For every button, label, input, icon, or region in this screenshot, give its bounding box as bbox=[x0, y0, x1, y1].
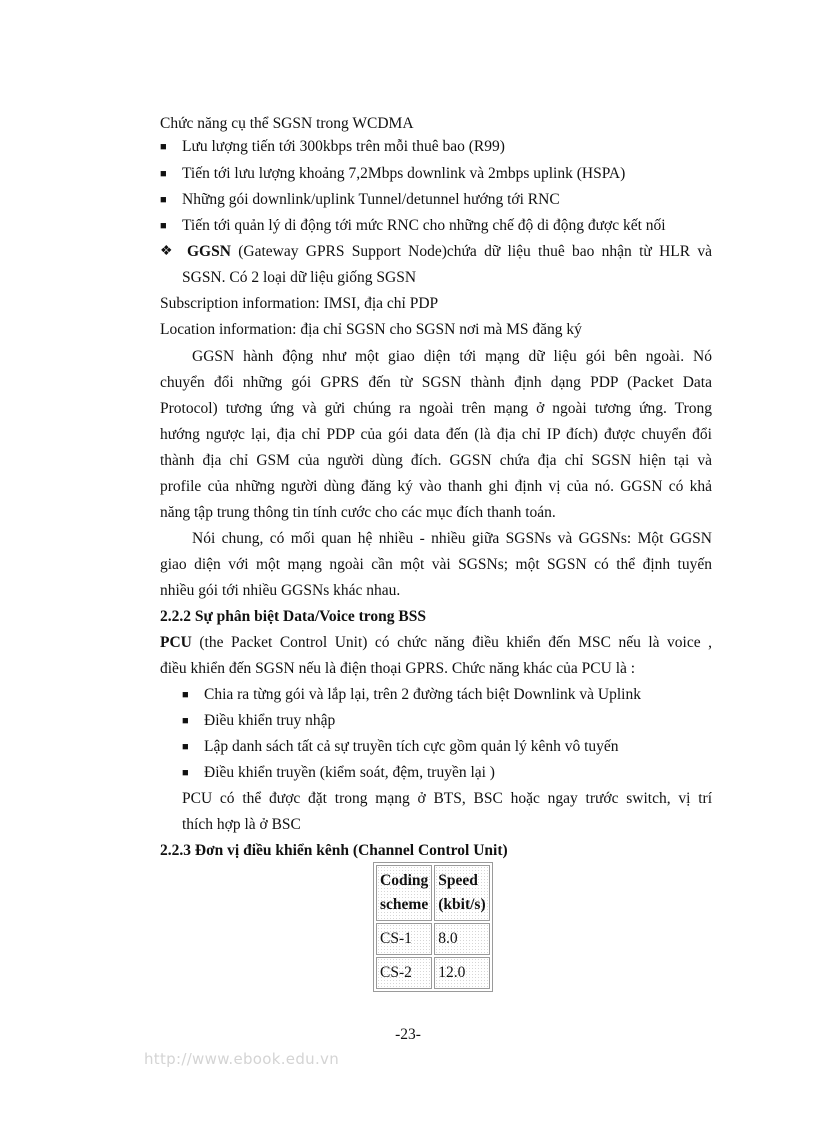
square-bullet-icon: ■ bbox=[182, 767, 189, 779]
header-text: Speed bbox=[438, 872, 478, 889]
square-bullet-icon: ■ bbox=[160, 168, 167, 180]
para1-line-3: Protocol) tương ứng và gửi chúng ra ngoài trên mạng ở ngoài tương ứng. Trong bbox=[160, 400, 712, 417]
ggsn-description-line-2: SGSN. Có 2 loại dữ liệu giống SGSN bbox=[182, 269, 417, 286]
para1-line-7: năng tập trung thông tin tính cước cho các mục đích thanh toán. bbox=[160, 504, 556, 521]
pcu-placement-line-1: PCU có thể được đặt trong mạng ở BTS, BSC hoặc ngay trước switch, vị trí bbox=[182, 790, 712, 807]
sgsn-functions-title: Chức năng cụ thể SGSN trong WCDMA bbox=[160, 115, 414, 132]
square-bullet-icon: ■ bbox=[182, 741, 189, 753]
para2-line-1: Nói chung, có mối quan hệ nhiều - nhiều giữa SGSNs và GGSNs: Một GGSN bbox=[192, 530, 712, 547]
table-cell: 12.0 bbox=[434, 957, 489, 989]
table-cell: CS-1 bbox=[376, 923, 432, 955]
pcu-desc-text: (the Packet Control Unit) có chức năng điều khiển đến MSC nếu là voice , bbox=[191, 634, 712, 651]
coding-scheme-table bbox=[373, 862, 493, 992]
table-cell: CS-2 bbox=[376, 957, 432, 989]
ggsn-term: GGSN bbox=[187, 243, 231, 260]
pcu-description-line-2: điều khiển đến SGSN nếu là điện thoại GPRS. Chức năng khác của PCU là : bbox=[160, 660, 636, 677]
table-row bbox=[376, 957, 490, 989]
header-text: Coding bbox=[380, 872, 429, 889]
table-header-row bbox=[376, 865, 490, 921]
diamond-bullet-icon: ❖ bbox=[160, 244, 173, 259]
pcu-bullet-2: Điều khiển truy nhập bbox=[204, 712, 336, 729]
square-bullet-icon: ■ bbox=[160, 220, 167, 232]
pcu-description-line-1 bbox=[160, 632, 712, 654]
para1-line-2: chuyển đổi những gói GPRS đến từ SGSN thành định dạng PDP (Packet Data bbox=[160, 374, 712, 391]
table-row bbox=[376, 923, 490, 955]
pcu-term: PCU bbox=[160, 634, 192, 651]
para2-line-3: nhiều gói tới nhiều GGSNs khác nhau. bbox=[160, 582, 401, 599]
sgsn-bullet-4: Tiến tới quản lý di động tới mức RNC cho những chế độ di động được kết nối bbox=[182, 217, 666, 234]
para2-line-2: giao diện với một mạng ngoài cần một vài SGSNs; một SGSN có thể định tuyến bbox=[160, 556, 712, 573]
para1-line-6: profile của những người dùng đăng ký vào thanh ghi định vị của nó. GGSN có khả bbox=[160, 478, 712, 495]
sgsn-bullet-2: Tiến tới lưu lượng khoảng 7,2Mbps downlink và 2mbps uplink (HSPA) bbox=[182, 165, 626, 182]
table-header-speed bbox=[434, 865, 489, 921]
page-number: -23- bbox=[395, 1026, 421, 1043]
pcu-bullet-1: Chia ra từng gói và lắp lại, trên 2 đường tách biệt Downlink và Uplink bbox=[204, 686, 641, 703]
sgsn-bullet-3: Những gói downlink/uplink Tunnel/detunnel hướng tới RNC bbox=[182, 191, 560, 208]
location-information: Location information: địa chỉ SGSN cho SGSN nơi mà MS đăng ký bbox=[160, 321, 582, 338]
table-cell: 8.0 bbox=[434, 923, 489, 955]
ggsn-desc-text: (Gateway GPRS Support Node)chứa dữ liệu thuê bao nhận từ HLR và bbox=[230, 243, 712, 260]
pcu-bullet-4: Điều khiển truyền (kiểm soát, đệm, truyền lại ) bbox=[204, 764, 495, 781]
square-bullet-icon: ■ bbox=[160, 141, 167, 153]
watermark-url: http://www.ebook.edu.vn bbox=[144, 1050, 340, 1068]
sgsn-bullet-1: Lưu lượng tiến tới 300kbps trên mỗi thuê bao (R99) bbox=[182, 138, 505, 155]
header-text: scheme bbox=[380, 896, 429, 913]
section-heading-2-2-3: 2.2.3 Đơn vị điều khiển kênh (Channel Control Unit) bbox=[160, 842, 508, 859]
ggsn-description-line-1 bbox=[187, 241, 712, 263]
para1-line-5: thành địa chỉ GSM của người dùng đích. GGSN chứa địa chỉ SGSN hiện tại và bbox=[160, 452, 712, 469]
table-header-coding-scheme bbox=[376, 865, 432, 921]
pcu-bullet-3: Lập danh sách tất cả sự truyền tích cực gồm quản lý kênh vô tuyến bbox=[204, 738, 619, 755]
para1-line-4: hướng ngược lại, địa chỉ PDP của gói data đến (là địa chỉ IP đích) được chuyển đổi bbox=[160, 426, 712, 443]
pcu-placement-line-2: thích hợp là ở BSC bbox=[182, 816, 301, 833]
section-heading-2-2-2: 2.2.2 Sự phân biệt Data/Voice trong BSS bbox=[160, 608, 426, 625]
subscription-information: Subscription information: IMSI, địa chỉ PDP bbox=[160, 295, 439, 312]
header-text: (kbit/s) bbox=[438, 896, 486, 913]
square-bullet-icon: ■ bbox=[182, 689, 189, 701]
square-bullet-icon: ■ bbox=[160, 194, 167, 206]
square-bullet-icon: ■ bbox=[182, 715, 189, 727]
para1-line-1: GGSN hành động như một giao diện tới mạng dữ liệu gói bên ngoài. Nó bbox=[192, 348, 712, 365]
